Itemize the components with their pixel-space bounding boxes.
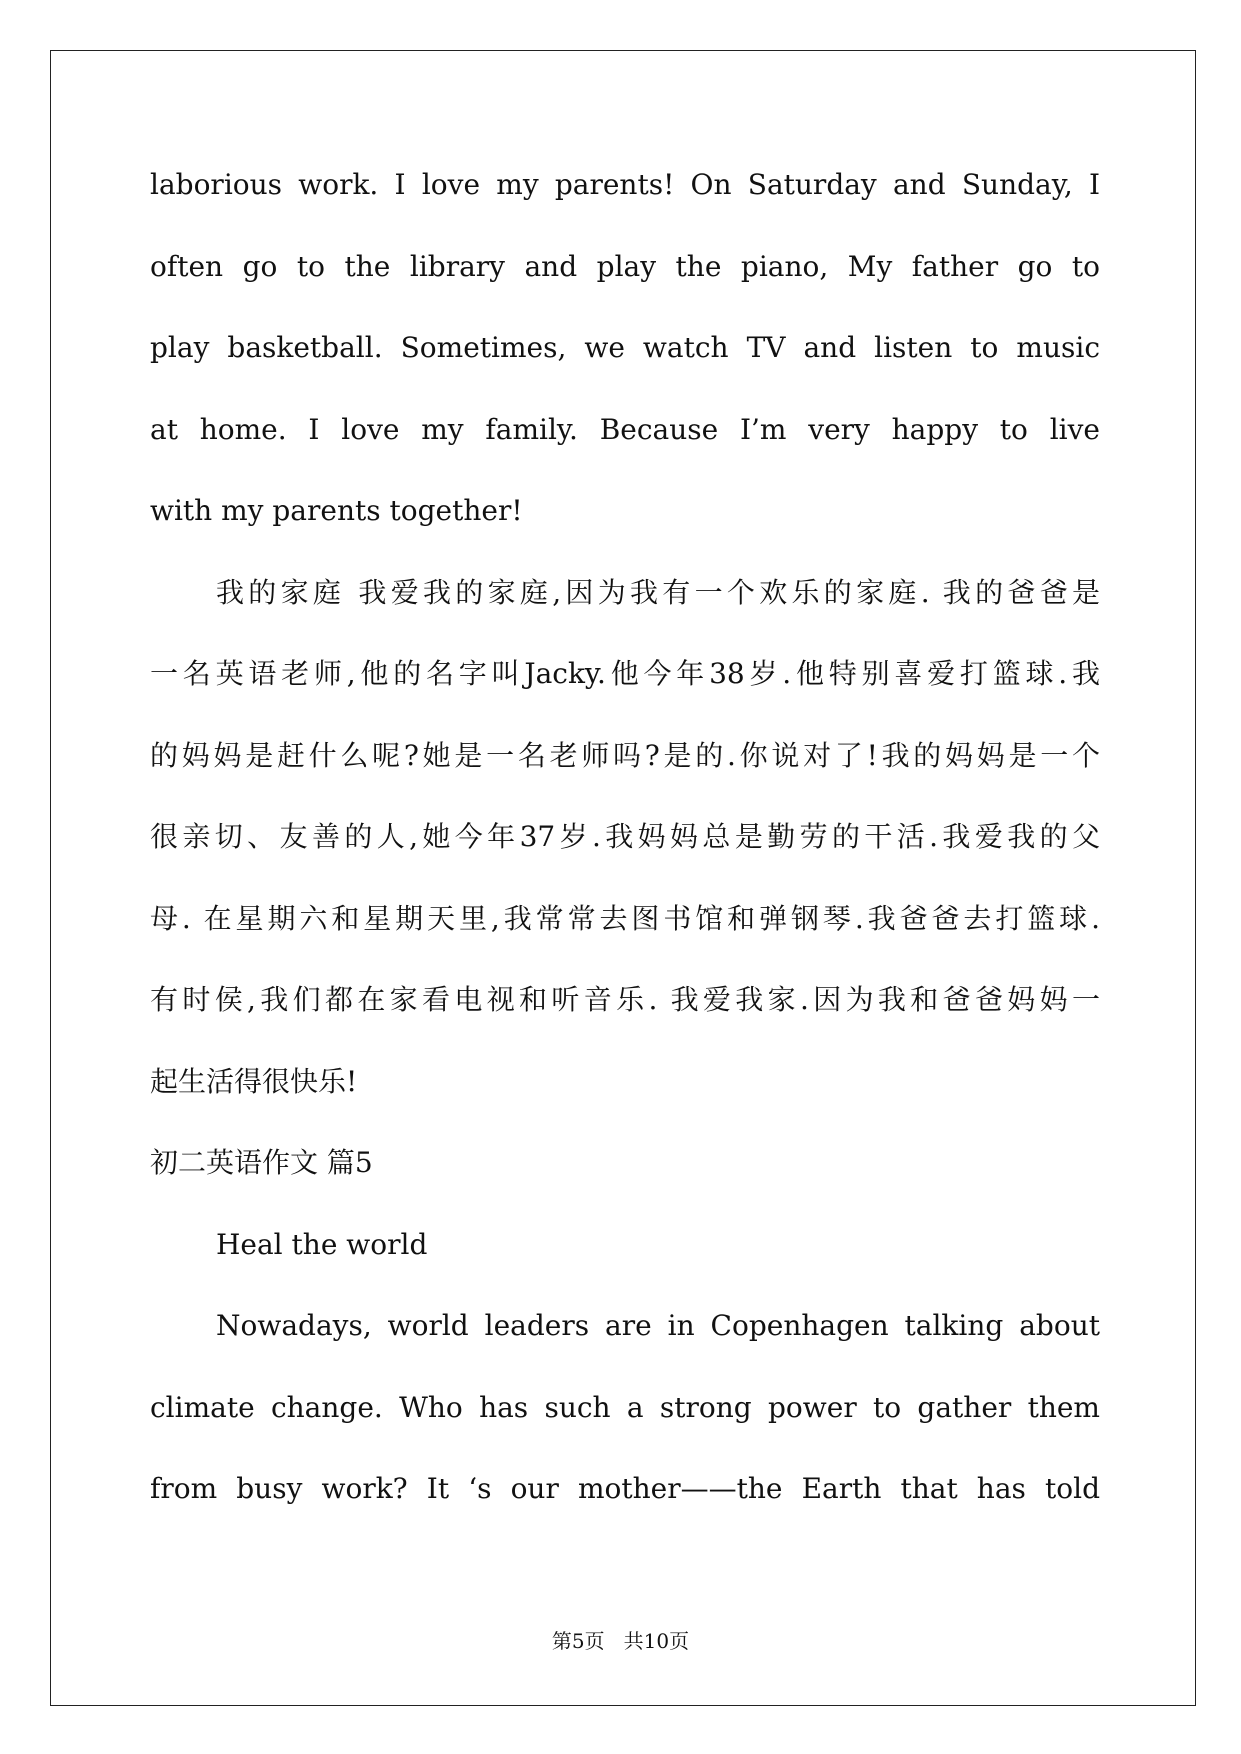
body-line: often go to the library and play the piano, My father go to <box>150 249 1100 283</box>
body-line: with my parents together! <box>150 494 523 527</box>
body-line: 一名英语老师,他的名字叫Jacky.他今年38岁.他特别喜爱打篮球.我 <box>150 657 1100 690</box>
essay-title: Heal the world <box>216 1227 428 1261</box>
page-number-footer: 第5页 共10页 <box>551 1629 690 1653</box>
body-line: Nowadays, world leaders are in Copenhagen talking about <box>216 1309 1100 1342</box>
body-line: 起生活得很快乐! <box>150 1064 358 1098</box>
body-line: climate change. Who has such a strong power to gather them <box>150 1390 1100 1424</box>
body-line: 我的家庭 我爱我的家庭,因为我有一个欢乐的家庭. 我的爸爸是 <box>216 575 1100 609</box>
body-line: laborious work. I love my parents! On Saturday and Sunday, I <box>150 168 1100 201</box>
body-line: 的妈妈是赶什么呢?她是一名老师吗?是的.你说对了!我的妈妈是一个 <box>150 738 1100 772</box>
body-line: from busy work? It ‘s our mother——the Earth that has told <box>150 1472 1100 1505</box>
body-line: at home. I love my family. Because I’m very happy to live <box>150 412 1100 446</box>
body-line: play basketball. Sometimes, we watch TV and listen to music <box>150 331 1100 364</box>
section-heading: 初二英语作文 篇5 <box>150 1146 373 1179</box>
body-line: 很亲切、友善的人,她今年37岁.我妈妈总是勤劳的干活.我爱我的父 <box>150 820 1100 853</box>
body-line: 有时侯,我们都在家看电视和听音乐. 我爱我家.因为我和爸爸妈妈一 <box>150 983 1100 1016</box>
body-line: 母. 在星期六和星期天里,我常常去图书馆和弹钢琴.我爸爸去打篮球. <box>150 901 1100 935</box>
document-body <box>150 160 1100 1546</box>
